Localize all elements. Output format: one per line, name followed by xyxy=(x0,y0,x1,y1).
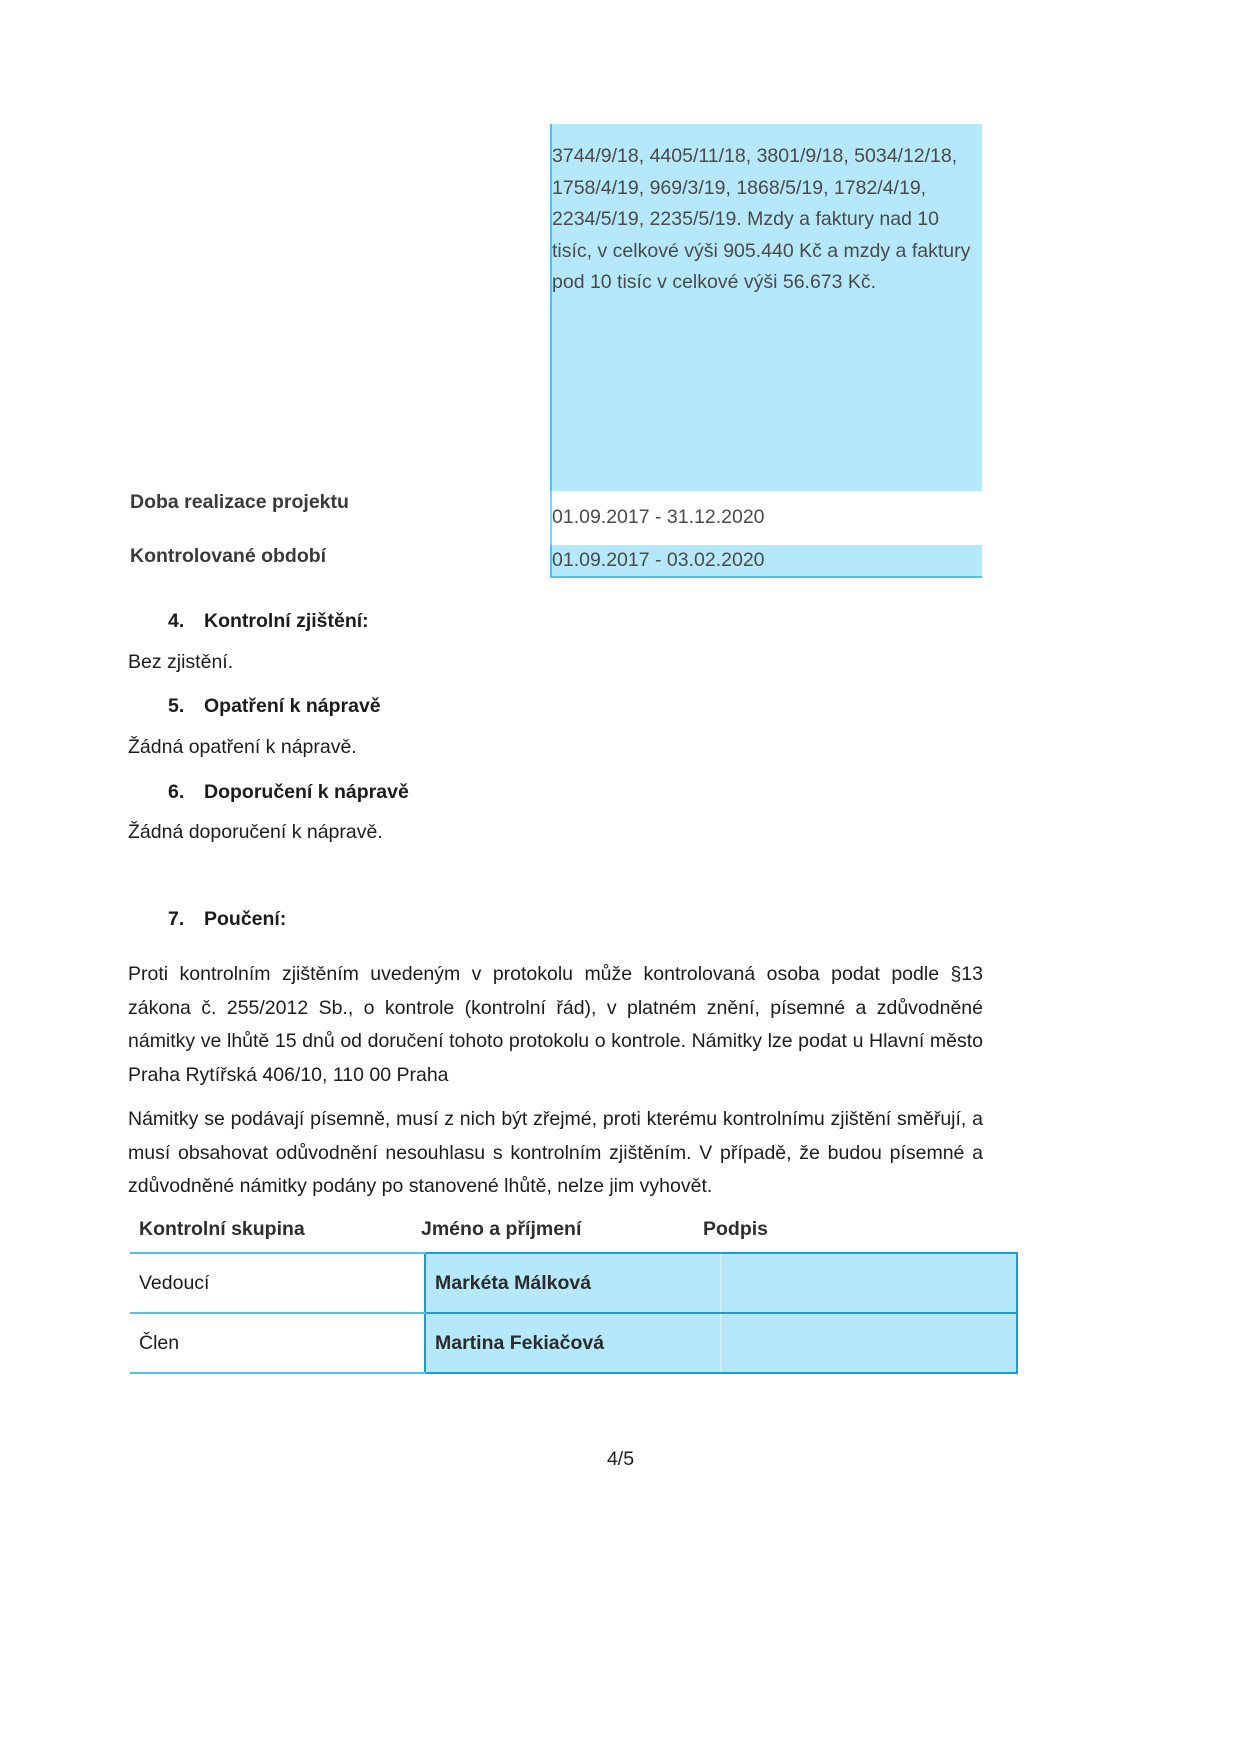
info-label-empty xyxy=(130,124,551,491)
info-value-controlled-period: 01.09.2017 - 03.02.2020 xyxy=(551,545,982,578)
section-body-5: Žádná opatření k nápravě. xyxy=(128,736,357,758)
section-number-4: 4. xyxy=(168,610,185,632)
signature-header-signature: Podpis xyxy=(703,1218,769,1240)
section-number-7: 7. xyxy=(168,908,185,930)
pouceni-paragraph-1: Proti kontrolním zjištěním uvedeným v protokolu může kontrolovaná osoba podat podle §13 zákona č. 255/2012 Sb., o kontrole (kontrolní řád), v platném znění, písemné a zdůvodněné námitky ve lhůtě 15 dnů od doručení tohoto protokolu o kontrole. Námitky lze podat u Hlavní město Praha Rytířská 406/10, 110 00 Praha xyxy=(128,963,983,1086)
section-heading-5 xyxy=(168,695,381,718)
table-row-account-numbers xyxy=(130,124,982,491)
section-title-6: Doporučení k nápravě xyxy=(204,781,409,803)
section-heading-4 xyxy=(168,610,369,633)
project-info-table xyxy=(130,124,982,578)
section-title-7: Poučení: xyxy=(204,908,287,930)
pouceni-paragraph-2: Námitky se podávají písemně, musí z nich být zřejmé, proti kterému kontrolnímu zjištění směřují, a musí obsahovat odůvodnění nesouhlasu s kontrolním zjištěním. V případě, že budou písemné a zdůvodněné námitky podány po stanovené lhůtě, nelze jim vyhovět. xyxy=(128,1108,983,1198)
info-label-controlled-period: Kontrolované období xyxy=(130,545,551,578)
section-number-6: 6. xyxy=(168,781,185,803)
signature-header-name: Jméno a příjmení xyxy=(421,1218,582,1240)
table-row-project-duration xyxy=(130,491,982,545)
info-value-project-duration: 01.09.2017 - 31.12.2020 xyxy=(551,491,982,545)
table-row xyxy=(130,1253,1017,1313)
table-row xyxy=(130,1313,1017,1373)
info-value-account-numbers: 3744/9/18, 4405/11/18, 3801/9/18, 5034/12/18, 1758/4/19, 969/3/19, 1868/5/19, 1782/4/19, 2234/5/19, 2235/5/19. Mzdy a faktury nad 10 tisíc, v celkové výši 905.440 Kč a mzdy a faktury pod 10 tisíc v celkové výši 56.673 Kč. xyxy=(551,124,982,491)
info-label-project-duration: Doba realizace projektu xyxy=(130,491,551,545)
signature-header-group: Kontrolní skupina xyxy=(139,1218,305,1240)
signature-role-vedouci: Vedoucí xyxy=(130,1253,425,1313)
section-heading-7 xyxy=(168,908,286,931)
signature-table-header xyxy=(130,1218,985,1252)
table-row-controlled-period xyxy=(130,545,982,578)
page-number-footer: 4/5 xyxy=(606,1448,635,1470)
signature-table xyxy=(130,1252,1018,1374)
signature-role-clen: Člen xyxy=(130,1313,425,1373)
section-title-5: Opatření k nápravě xyxy=(204,695,381,717)
signature-field-vedouci[interactable] xyxy=(721,1253,1017,1313)
section-number-5: 5. xyxy=(168,695,185,717)
section-body-6: Žádná doporučení k nápravě. xyxy=(128,821,383,843)
signature-field-clen[interactable] xyxy=(721,1313,1017,1373)
section-title-4: Kontrolní zjištění: xyxy=(204,610,369,632)
signature-name-vedouci: Markéta Málková xyxy=(425,1253,721,1313)
signature-name-clen: Martina Fekiačová xyxy=(425,1313,721,1373)
signature-section xyxy=(130,1218,985,1374)
section-body-4: Bez zjistění. xyxy=(128,651,234,673)
section-heading-6 xyxy=(168,781,409,804)
